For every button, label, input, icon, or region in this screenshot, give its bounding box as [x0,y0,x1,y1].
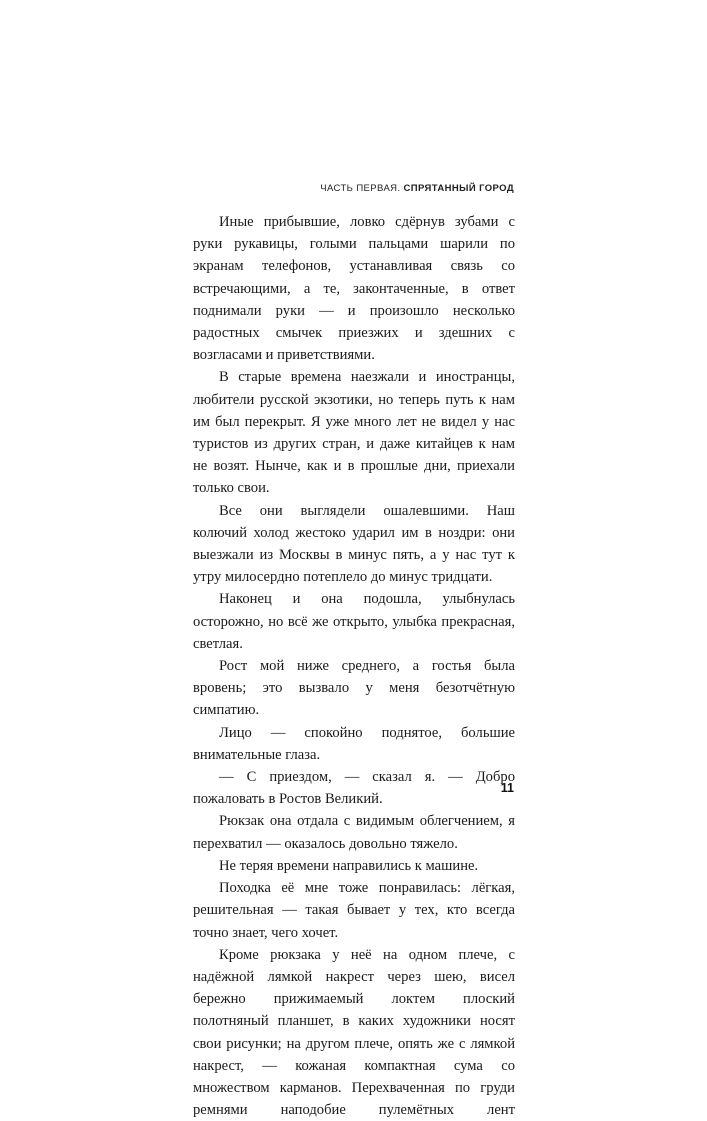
running-head-part: ЧАСТЬ ПЕРВАЯ [320,183,398,194]
body-text [193,211,515,1121]
running-head-separator: . [397,183,404,194]
page-number: 11 [500,781,514,795]
paragraph: Лицо — спокойно поднятое, большие внимательные глаза. [193,724,515,763]
paragraph: Наконец и она подошла, улыбнулась осторожно, но всё же открыто, улыбка прекрасная, светлая. [193,591,515,652]
paragraph: Все они выглядели ошалевшими. Наш колючий холод жестоко ударил им в ноздри: они выезжали из Москвы в минус пять, а у нас тут к утру милосердно потеплело до минус тридцати. [193,502,515,586]
paragraph: В старые времена наезжали и иностранцы, любители русской экзотики, но теперь путь к нам им был перекрыт. Я уже много лет не видел у нас туристов из других стран, и даже китайцев к нам не возят. Нынче, как и в прошлые дни, приехали только свои. [193,369,515,497]
paragraph: — С приездом, — сказал я. — Добро пожаловать в Ростов Великий. [193,769,515,808]
running-head [320,183,514,194]
paragraph: Походка её мне тоже понравилась: лёгкая, решительная — такая бывает у тех, кто всегда точно знает, чего хочет. [193,880,515,941]
running-head-chapter: СПРЯТАННЫЙ ГОРОД [403,183,514,194]
paragraph: Рост мой ниже среднего, а гостья была вровень; это вызвало у меня безотчётную симпатию. [193,658,515,719]
paragraph: Кроме рюкзака у неё на одном плече, с надёжной лямкой накрест через шею, висел бережно прижимаемый локтем плоский полотняный планшет, в каких художники носят свои рисунки; на другом плече, опять же с лямкой накрест, — кожаная компактная сума со множеством карманов. Перехваченная по груди ремнями наподобие пулемётных лент [193,946,515,1119]
paragraph: Рюкзак она отдала с видимым облегчением, я перехватил — оказалось довольно тяжело. [193,813,515,852]
paragraph: Не теряя времени направились к машине. [219,857,479,874]
paragraph: Иные прибывшие, ловко сдёрнув зубами с руки рукавицы, голыми пальцами шарили по экранам телефонов, устанавливая связь со встречающими, а те, законтаченные, в ответ поднимали руки — и произошло несколько радостных смычек приезжих и здешних с возгласами и приветствиями. [193,214,515,364]
